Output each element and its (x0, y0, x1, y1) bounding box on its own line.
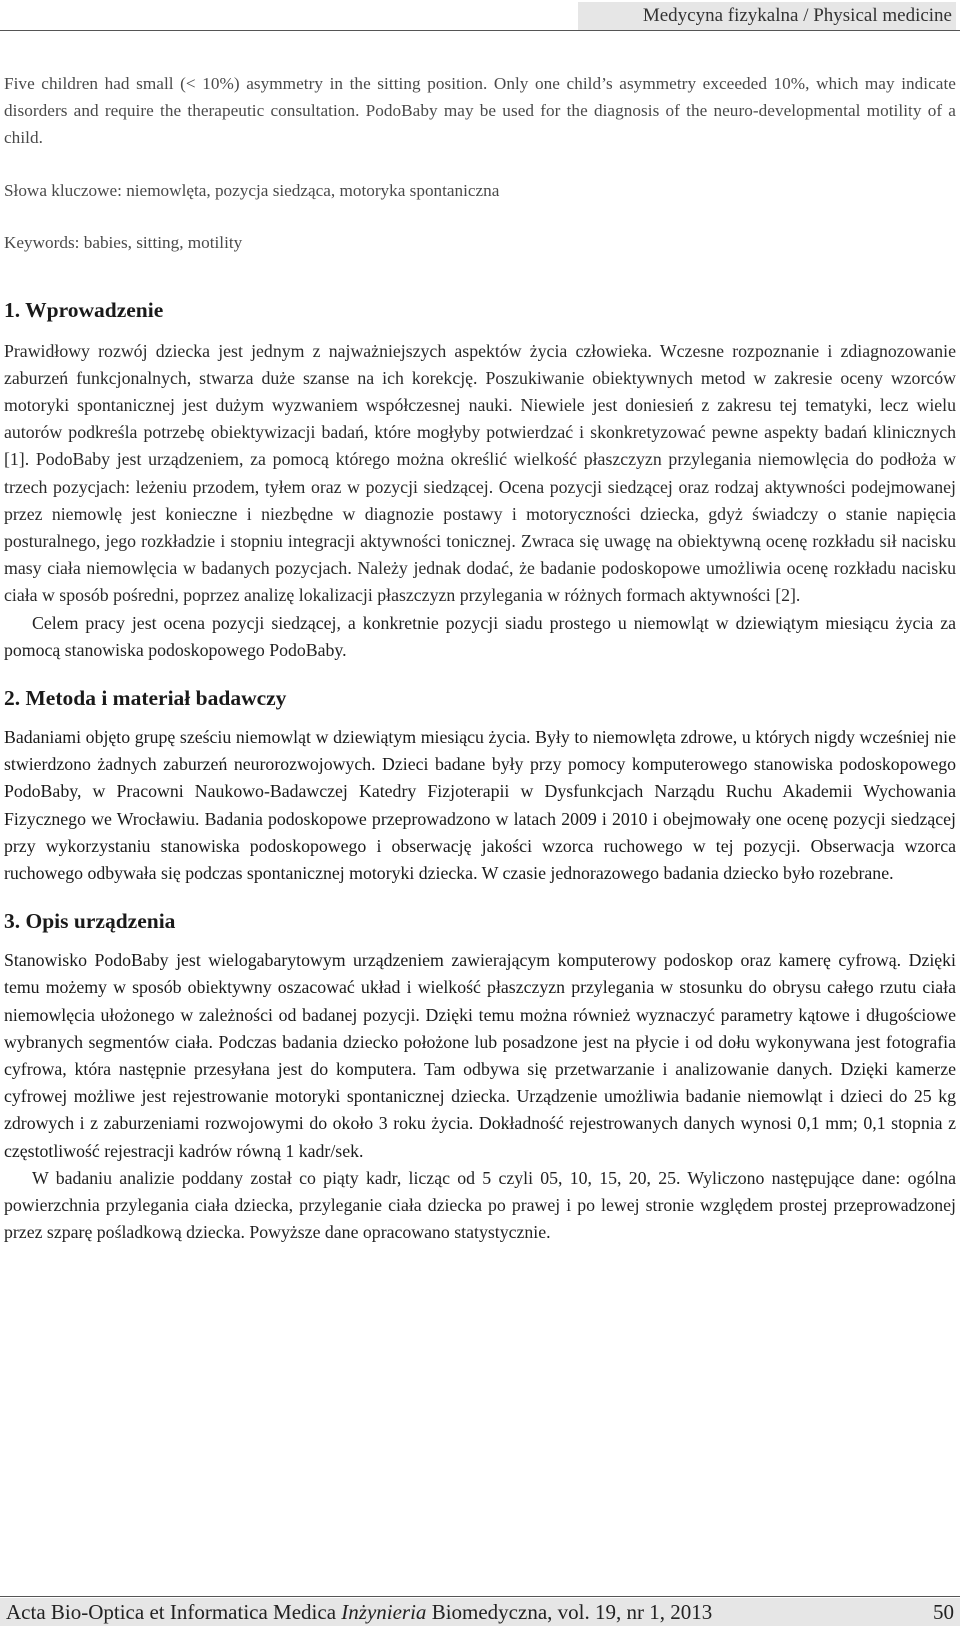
aim-paragraph: Celem pracy jest ocena pozycji siedzącej, a konkretnie pozycji siadu prostego u niemowląt w dziewiątym miesiącu życia za pomocą stanowiska podoskopowego PodoBaby. (4, 612, 956, 660)
keywords-polish: Słowa kluczowe: niemowlęta, pozycja siedząca, motoryka spontaniczna (4, 180, 500, 200)
journal-citation: Acta Bio-Optica et Informatica Medica Inżynieria Biomedyczna, vol. 19, nr 1, 2013 (6, 1600, 713, 1624)
running-header (578, 2, 956, 30)
introduction-paragraph: Prawidłowy rozwój dziecka jest jednym z najważniejszych aspektów życia człowieka. Wczesne rozpoznanie i zdiagnozowanie zaburzeń funkcjonalnych, stwarza duże szanse na ich korekcję. Poszukiwanie obiektywnych metod w zakresie oceny wzorców motoryki spontanicznej jest dużym wyzwaniem współczesnej nauki. Niewiele jest doniesień z zakresu tej tematyki, lecz wielu autorów podkreśla potrzebę obiektywizacji badań, które mogłyby potwierdzać i skonkretyzować pewne aspekty badań klinicznych [1]. PodoBaby jest urządzeniem, za pomocą którego można określić wielkość płaszczyzn przylegania niemowlęcia do podłoża w trzech pozycjach: leżeniu przodem, tyłem oraz w pozycji siedzącej. Ocena pozycji siedzącej oraz rodzaj aktywności podejmowanej przez niemowlę jest konieczne i niezbędne w diagnozie postawy i motoryczności dziecka, gdyż świadczy o stanie napięcia posturalnego, jego rozkładzie i stopniu integracji aktywności tonicznej. Zwraca się uwagę na obiektywną ocenę rozkładu sił nacisku masy ciała niemowlęcia w badanych pozycjach. Należy jednak dodać, że badanie podoskopowe umożliwia ocenę rozkładu nacisku ciała w sposób pośredni, poprzez analizę lokalizacji płaszczyzn przylegania w różnych formach aktywności [2]. (4, 340, 956, 606)
section-heading-device: 3. Opis urządzenia (4, 909, 176, 934)
journal-section-title: Medycyna fizykalna / Physical medicine (642, 5, 952, 26)
running-footer (0, 1598, 960, 1626)
footer-divider (0, 1596, 960, 1597)
section-heading-methods: 2. Metoda i materiał badawczy (4, 686, 287, 711)
page-number: 50 (933, 1600, 954, 1624)
abstract-conclusion: Five children had small (< 10%) asymmetry in the sitting position. Only one child’s asymmetry exceeded 10%, which may indicate disorders and require the therapeutic consultation. PodoBaby may be used for the diagnosis of the neuro-developmental motility of a child. (4, 74, 956, 148)
analysis-paragraph: W badaniu analizie poddany został co piąty kadr, licząc od 5 czyli 05, 10, 15, 20, 25. Wyliczono następujące dane: ogólna powierzchnia przylegania ciała dziecka, przyleganie ciała dziecka po prawej i po lewej stronie względem prostej przeprowadzonej przez szparę pośladkową dziecka. Powyższe dane opracowano statystycznie. (4, 1167, 956, 1243)
keywords-english: Keywords: babies, sitting, motility (4, 232, 243, 252)
header-divider (0, 30, 960, 31)
section-heading-introduction: 1. Wprowadzenie (4, 297, 164, 322)
page-body (4, 70, 956, 1247)
methods-paragraph: Badaniami objęto grupę sześciu niemowląt w dziewiątym miesiącu życia. Były to niemowlęta zdrowe, u których nigdy wcześniej nie stwierdzono żadnych zaburzeń neurorozwojowych. Dzieci badane były przy pomocy komputerowego stanowiska podoskopowego PodoBaby, w Pracowni Naukowo-Badawczej Katedry Fizjoterapii w Dysfunkcjach Narządu Ruchu Akademii Wychowania Fizycznego we Wrocławiu. Badania podoskopowe przeprowadzono w latach 2009 i 2010 i obejmowały one ocenę pozycji siedzącej przy wykorzystaniu stanowiska podoskopowego i obserwację jakości wzorca ruchowego w tej pozycji. Obserwacja wzorca ruchowego odbywała się podczas spontanicznej motoryki dziecka. W czasie jednorazowego badania dziecko było rozebrane. (4, 727, 956, 884)
device-paragraph: Stanowisko PodoBaby jest wielogabarytowym urządzeniem zawierającym komputerowy podoskop oraz kamerę cyfrową. Dzięki temu możemy w sposób obiektywny oszacować układ i wielkość płaszczyzn przylegania w stosunku do obrysu całego rzutu ciała niemowlęcia ułożonego w zależności od badanej pozycji. Dzięki temu można również wyznaczyć parametry kątowe i długościowe wybranych segmentów ciała. Podczas badania dziecko położone lub posadzone jest na płycie i od dołu wykonywana jest fotografia cyfrowa, która następnie przesyłana jest do komputera. Tam odbywa się przetwarzanie i analizowanie danych. Dzięki kamerze cyfrowej możliwe jest rejestrowanie motoryki spontanicznej dziecka. Urządzenie umożliwia badanie niemowląt i dzieci do 25 kg zdrowych i z zaburzeniami rozwojowymi do około 3 roku życia. Dokładność rejestrowanych danych wynosi 0,1 mm; 0,1 stopnia z częstotliwość rejestracji kadrów równą 1 kadr/sek. (4, 950, 956, 1161)
